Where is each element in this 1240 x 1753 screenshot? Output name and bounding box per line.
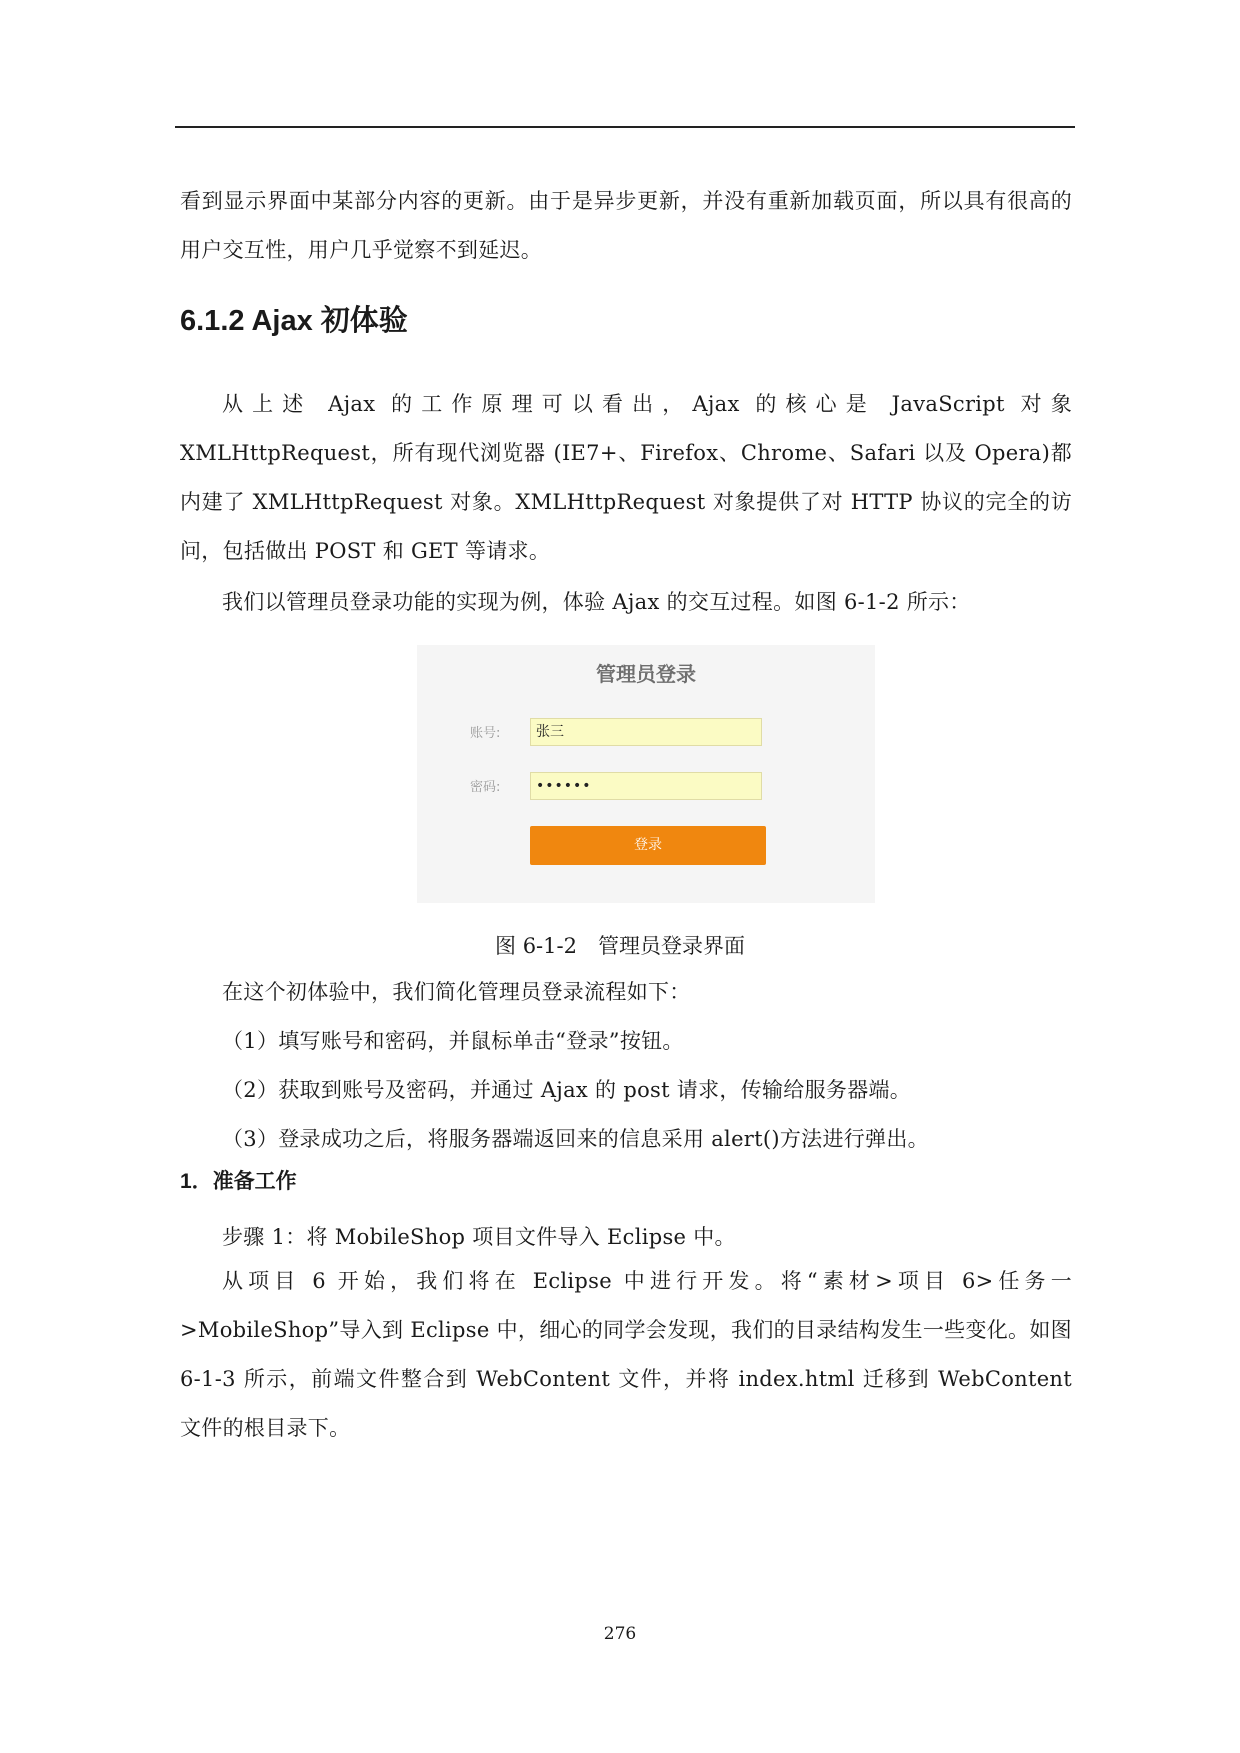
- xhr-paragraph: 从上述 Ajax 的工作原理可以看出，Ajax 的核心是 JavaScript 对象 XMLHttpRequest，所有现代浏览器 (IE7+、Firefox、Chrome、Safari 以及 Opera)都内建了 XMLHttpRequest 对象。XMLHttpRequest 对象提供了对 HTTP 协议的完全的访问，包括做出 POST 和 GET 等请求。: [180, 392, 1072, 563]
- login-figure: [417, 645, 875, 903]
- step-item: （1）填写账号和密码，并鼠标单击“登录”按钮。: [222, 1029, 684, 1053]
- header-rule: [175, 126, 1075, 128]
- account-label: 账号:: [470, 726, 501, 741]
- login-button[interactable]: 登录: [530, 826, 766, 865]
- login-title: 管理员登录: [596, 662, 696, 686]
- step-item: （2）获取到账号及密码，并通过 Ajax 的 post 请求，传输给服务器端。: [222, 1078, 912, 1102]
- subheading: 1．准备工作: [180, 1170, 297, 1193]
- password-label: 密码:: [470, 780, 501, 795]
- step-item: （3）登录成功之后，将服务器端返回来的信息采用 alert()方法进行弹出。: [222, 1127, 929, 1151]
- password-field[interactable]: ••••••: [530, 772, 762, 800]
- account-field[interactable]: 张三: [530, 718, 762, 746]
- import-paragraph: 从项目 6 开始，我们将在 Eclipse 中进行开发。将“素材>项目 6>任务一>MobileShop”导入到 Eclipse 中，细心的同学会发现，我们的目录结构发生一些变化。如图 6-1-3 所示，前端文件整合到 WebContent 文件，并将 index.html 迁移到 WebContent 文件的根目录下。: [180, 1269, 1072, 1440]
- section-heading: 6.1.2 Ajax 初体验: [180, 305, 408, 337]
- figure-caption: 图 6-1-2 管理员登录界面: [495, 934, 745, 958]
- step1-line: 步骤 1：将 MobileShop 项目文件导入 Eclipse 中。: [222, 1225, 736, 1249]
- flow-intro: 在这个初体验中，我们简化管理员登录流程如下：: [222, 980, 691, 1004]
- example-paragraph: 我们以管理员登录功能的实现为例，体验 Ajax 的交互过程。如图 6-1-2 所示：: [222, 590, 971, 614]
- intro-paragraph: 看到显示界面中某部分内容的更新。由于是异步更新，并没有重新加载页面，所以具有很高的用户交互性，用户几乎觉察不到延迟。: [180, 189, 1072, 262]
- page-number: 276: [603, 1624, 637, 1644]
